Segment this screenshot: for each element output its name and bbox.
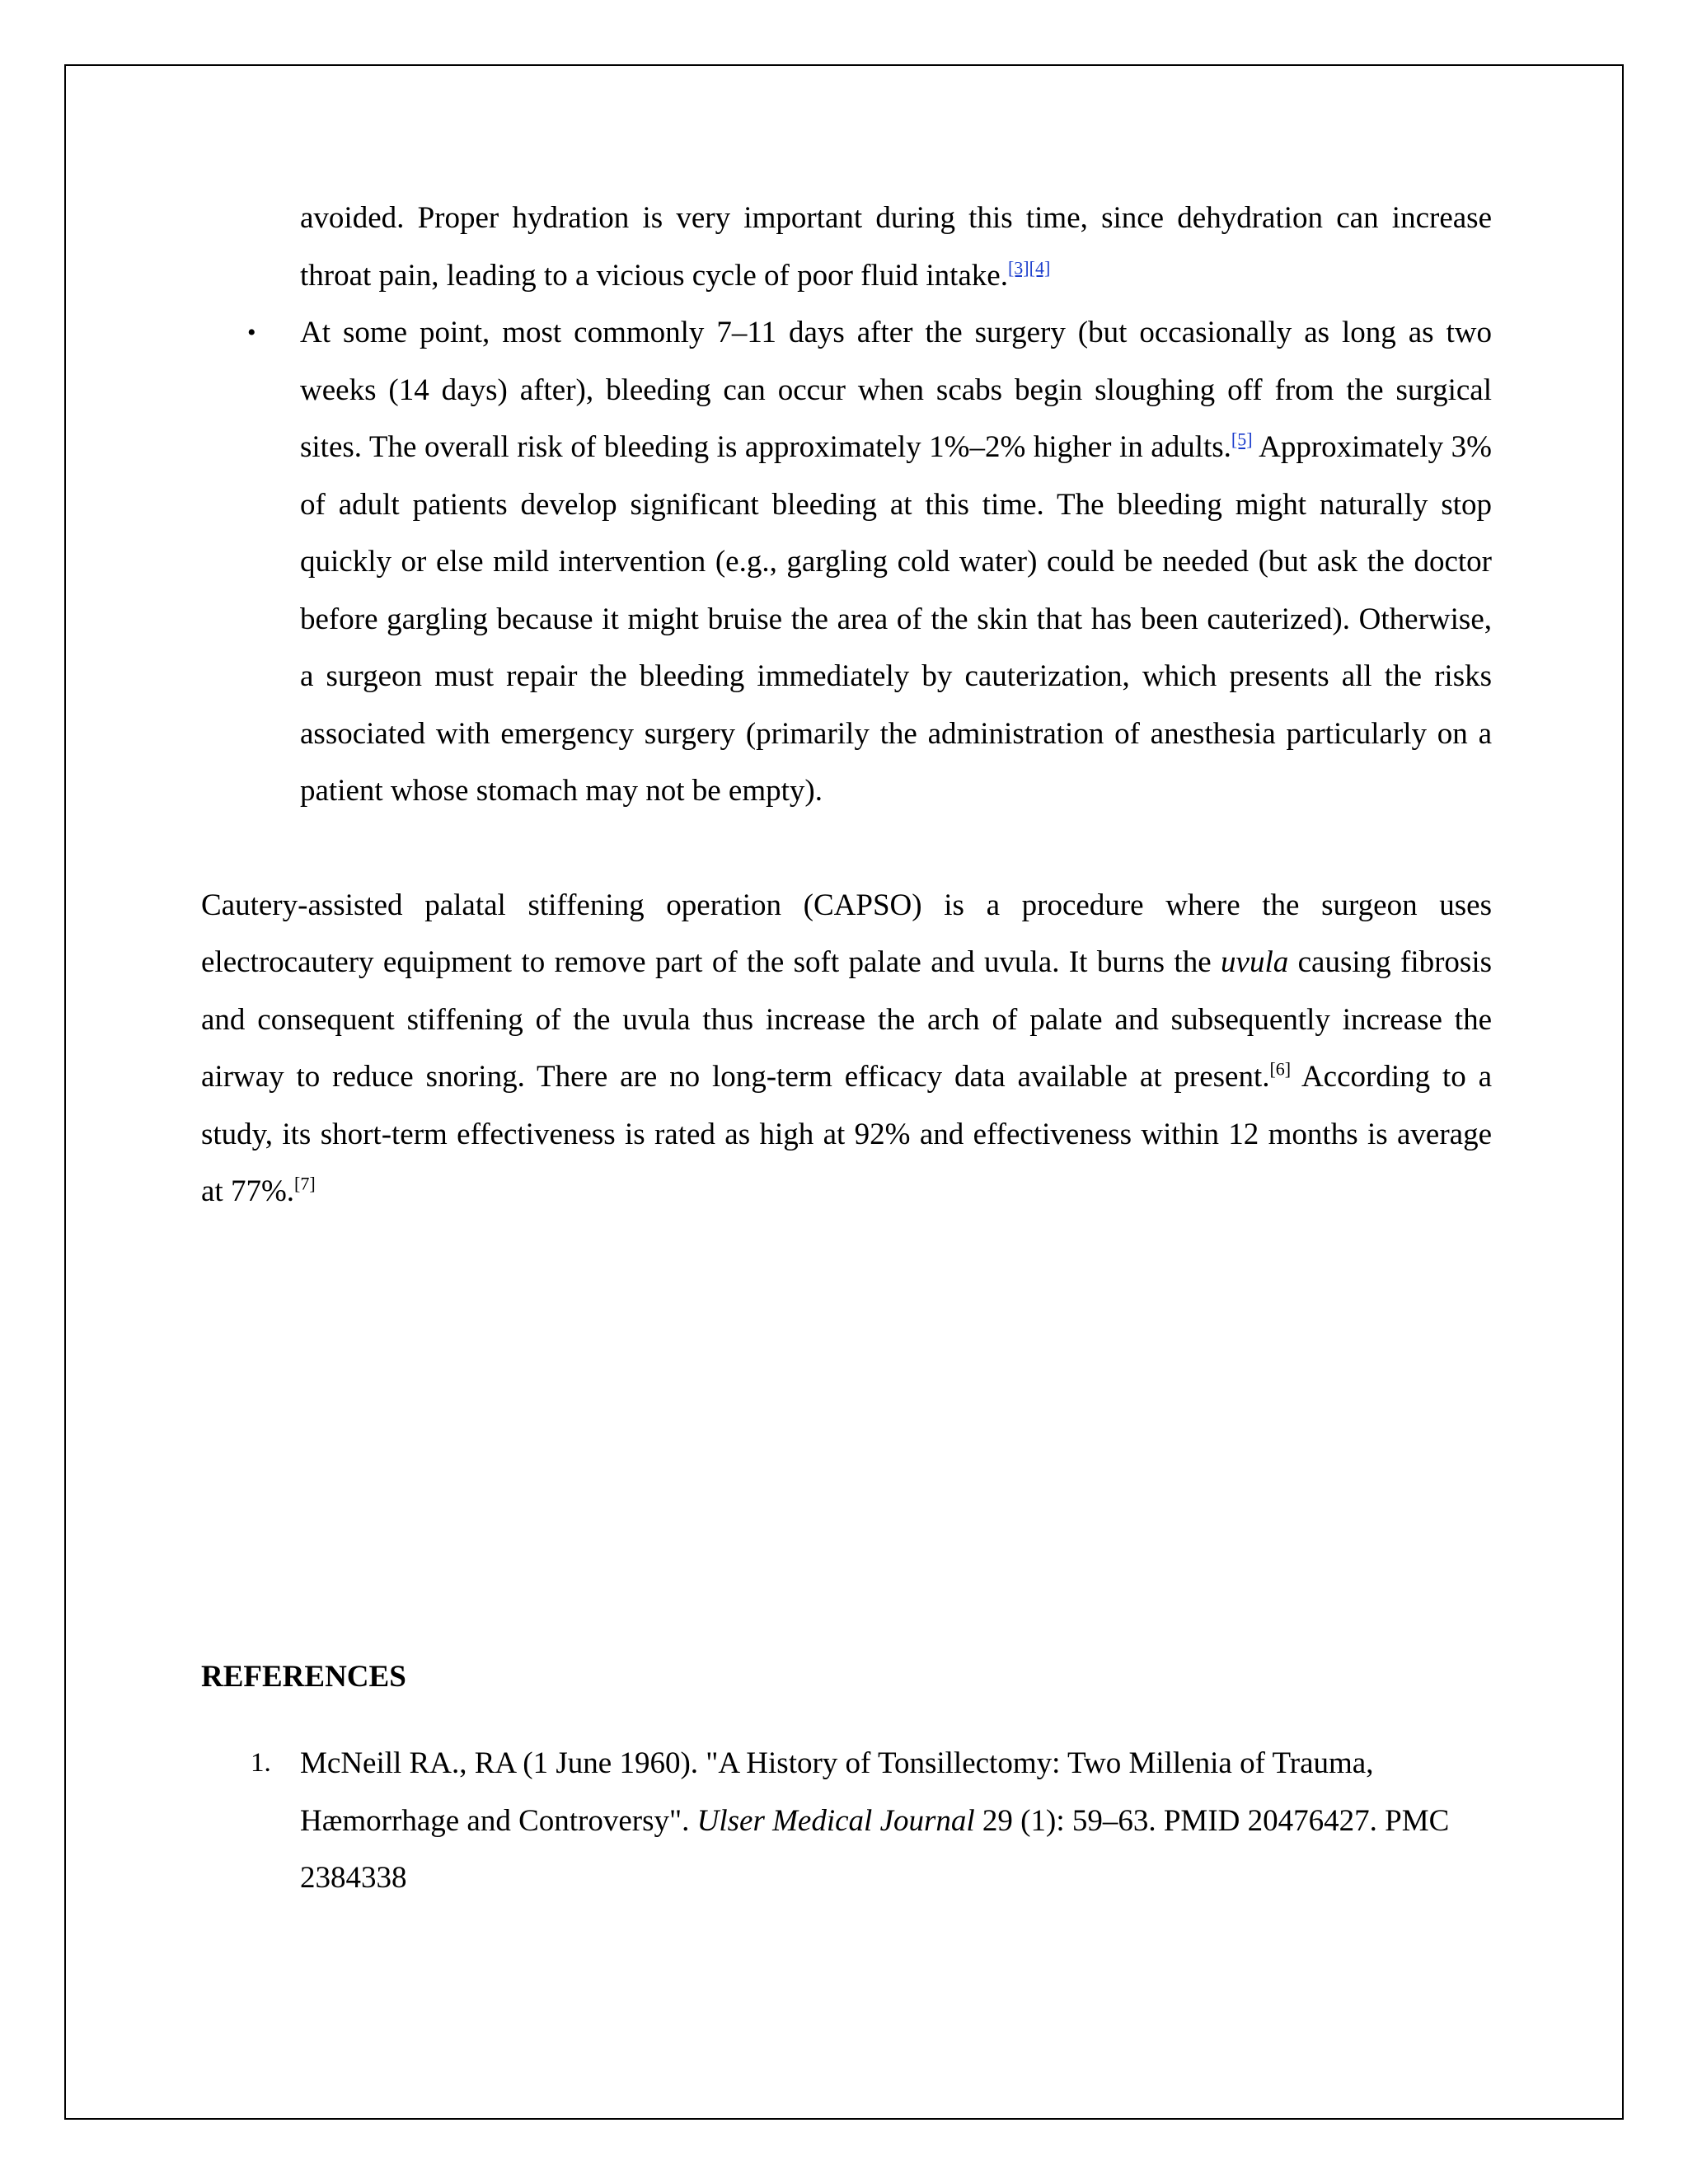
- citation-6: [6]: [1269, 1058, 1292, 1080]
- capso-text-3: According to a study, its short-term effectiveness is rated as high at 92% and effectiveness within 12 months is average at 77%.: [201, 1060, 1492, 1208]
- bullet-item-hydration: [300, 190, 1492, 304]
- bullet-list: [201, 190, 1492, 820]
- citation-link-4[interactable]: [4]: [1029, 257, 1051, 279]
- document-body: [201, 190, 1492, 1895]
- citation-link-5[interactable]: [5]: [1231, 429, 1253, 450]
- reference-item: [251, 1735, 1492, 1907]
- bullet-text: avoided. Proper hydration is very important during this time, since dehydration can increase throat pain, leading to a vicious cycle of poor fluid intake.: [300, 201, 1492, 293]
- reference-journal: Ulser Medical Journal: [696, 1803, 975, 1838]
- capso-text-2: causing fibrosis and consequent stiffening of the uvula thus increase the arch of palate and subsequently increase the airway to reduce snoring. There are no long-term efficacy data available at present.: [201, 945, 1492, 1094]
- references-heading: REFERENCES: [201, 1660, 406, 1694]
- bullet-text: At some point, most commonly 7–11 days after the surgery (but occasionally as long as two weeks (14 days) after), bleeding can occur when scabs begin sloughing off from the surgical sites. The overall risk of bleeding is approximately 1%–2% higher in adults.: [300, 316, 1492, 464]
- bullet-item-bleeding: [247, 304, 1492, 820]
- reference-text-before: McNeill RA., RA (1 June 1960). "A History of Tonsillectomy: Two Millenia of Trauma, Hæmorrhage and Controversy".: [300, 1746, 1374, 1838]
- citation-link-3[interactable]: [3]: [1007, 257, 1029, 279]
- bullet-marker: •: [247, 319, 256, 346]
- reference-text-after: 29 (1): 59–63. PMID 20476427. PMC 2384338: [300, 1803, 1450, 1895]
- bullet-text-continued: Approximately 3% of adult patients develop significant bleeding at this time. The bleeding might naturally stop quickly or else mild intervention (e.g., gargling cold water) could be needed (but ask the doctor before gargling because it might bruise the area of the skin that has been cauterized). Otherwise, a surgeon must repair the bleeding immediately by cauterization, which presents all the risks associated with emergency surgery (primarily the administration of anesthesia particularly on a patient whose stomach may not be empty).: [300, 430, 1492, 808]
- capso-paragraph: [201, 877, 1492, 1221]
- capso-italic-uvula: uvula: [1221, 945, 1289, 979]
- references-list: [201, 1735, 1492, 1907]
- reference-number: 1.: [251, 1748, 271, 1778]
- capso-text-1: Cautery-assisted palatal stiffening operation (CAPSO) is a procedure where the surgeon uses electrocautery equipment to remove part of the soft palate and uvula. It burns the: [201, 888, 1492, 979]
- citation-7: [7]: [294, 1173, 316, 1194]
